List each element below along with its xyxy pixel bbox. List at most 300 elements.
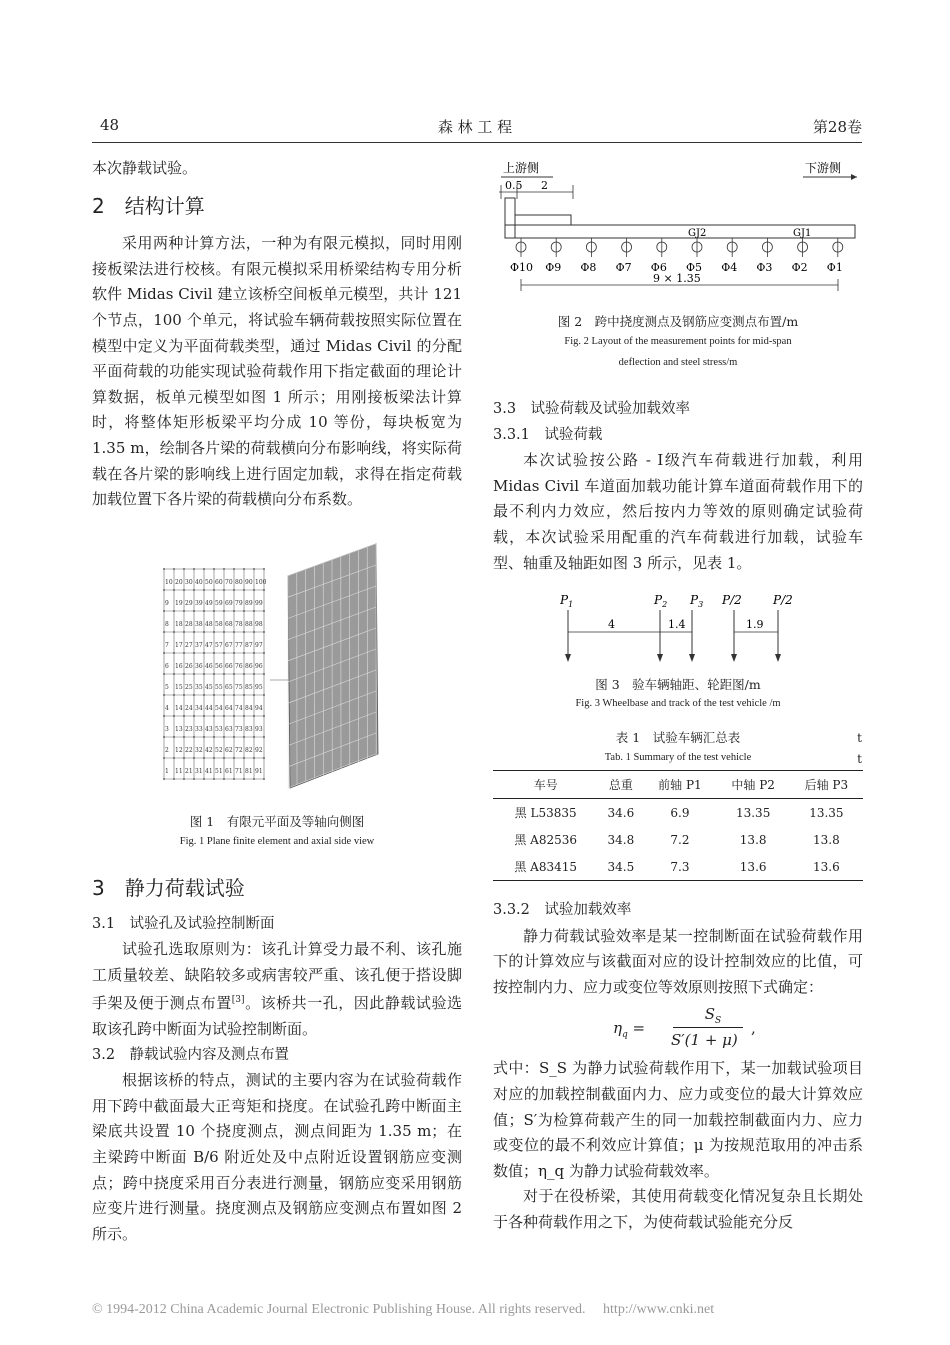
mesh-node-label: 74: [235, 705, 243, 712]
mesh-node: [173, 673, 175, 675]
table-cell: 黑 L53835: [514, 806, 577, 820]
figure-2-caption-en-1: Fig. 2 Layout of the measurement points for mid-span: [564, 336, 792, 347]
mesh-node: [163, 736, 165, 738]
mesh-node-label: 55: [215, 684, 223, 691]
mesh-node: [243, 736, 245, 738]
mesh-node: [233, 652, 235, 654]
table-1-title-en: Tab. 1 Summary of the test vehicle: [604, 752, 752, 763]
mesh-node: [203, 589, 205, 591]
mesh-node: [203, 736, 205, 738]
mesh-node: [243, 589, 245, 591]
mesh-node: [213, 757, 215, 759]
mesh-node: [213, 631, 215, 633]
mesh-node: [263, 694, 265, 696]
mesh-node-label: 87: [245, 642, 253, 649]
mesh-node-label: 73: [235, 726, 243, 733]
mesh-node: [253, 631, 255, 633]
mesh-node-label: 32: [195, 747, 203, 754]
arrowhead: [657, 654, 663, 662]
mesh-node-label: 72: [235, 747, 243, 754]
mesh-node-label: 8: [165, 621, 169, 628]
mesh-node: [243, 610, 245, 612]
mesh-node-label: 77: [235, 642, 243, 649]
mesh-node: [263, 589, 265, 591]
mesh-node-label: 15: [175, 684, 183, 691]
mesh-node: [163, 715, 165, 717]
sidewalk: [515, 215, 571, 225]
mesh-node-label: 46: [205, 663, 213, 670]
mesh-node-label: 50: [205, 579, 213, 586]
mesh-node-label: 94: [255, 705, 263, 712]
mesh-node: [223, 673, 225, 675]
formula-explanation: 式中：S_S 为静力试验荷载作用下，某一加载试验项目对应的加载控制截面内力、应力或变位的最大计算效应值；S′为检算荷载产生的同一加载控制截面内力、应力或变位的最不利效应计算值；μ 为按规范取用的冲击系数值；η_q 为静力试验荷载效率。: [493, 1059, 863, 1180]
mesh-node: [213, 610, 215, 612]
mesh-node: [253, 715, 255, 717]
wheel-half-load-left: P/2: [722, 593, 742, 607]
mesh-node-label: 44: [205, 705, 213, 712]
arrowhead: [775, 654, 781, 662]
mesh-node-label: 3: [165, 726, 169, 733]
mesh-node: [233, 610, 235, 612]
mesh-node-label: 99: [255, 600, 263, 607]
mesh-node: [223, 694, 225, 696]
mesh-node-label: 45: [205, 684, 213, 691]
mesh-node: [173, 631, 175, 633]
section-3-3-1-paragraph: 本次试验按公路 - Ⅰ级汽车荷载进行加载，利用 Midas Civil 车道面加载功能计算车道面荷载作用下的最不利内力效应，然后按内力等效的原则确定试验荷载，本次试验采用配重的汽车荷载进行加载，试验车型、轴重及轴距如图 3 所示，见表 1。: [493, 451, 863, 572]
mesh-node-label: 2: [165, 747, 169, 754]
mesh-node: [183, 568, 185, 570]
mesh-node-label: 83: [245, 726, 253, 733]
table-cell: 13.6: [717, 853, 790, 881]
axle-p1-label: $P_1$: [560, 593, 574, 609]
axial-side-view: [268, 536, 386, 791]
mesh-node: [173, 757, 175, 759]
mesh-node: [173, 589, 175, 591]
dim-0-5: 0.5: [505, 179, 523, 192]
mesh-node-label: 18: [175, 621, 183, 628]
mesh-node-label: 19: [175, 600, 183, 607]
mesh-node: [213, 736, 215, 738]
section-3-2-paragraph: 根据该桥的特点，测试的主要内容为在试验荷载作用下跨中截面最大正弯矩和挠度。在试验孔跨中断面主梁底共设置 10 个挠度测点，测点间距为 1.35 m；在主梁跨中断面 B/6 附近处及中点附近设置钢筋应变测点；跨中挠度采用百分表进行测量，钢筋应变采用钢筋应变片进行测量。挠度测点及钢筋应变测点布置如图 2 所示。: [92, 1071, 462, 1243]
figure-2-caption: 图 2 跨中挠度测点及钢筋应变测点布置/m: [557, 314, 799, 329]
section-3-heading: 3 静力荷载试验: [92, 876, 245, 900]
section-2-heading: 2 结构计算: [92, 193, 205, 218]
mesh-node-label: 63: [225, 726, 233, 733]
mesh-node-label: 48: [205, 621, 213, 628]
mesh-node-label: 34: [195, 705, 203, 712]
mesh-node: [253, 694, 255, 696]
mesh-node: [183, 778, 185, 780]
table-cell: 34.8: [607, 832, 635, 847]
mesh-node: [243, 694, 245, 696]
figure-2-measurement-layout: [493, 155, 863, 300]
mesh-node: [183, 694, 185, 696]
mesh-node-label: 7: [165, 642, 169, 649]
mesh-node-label: 98: [255, 621, 263, 628]
mesh-node: [193, 631, 195, 633]
mesh-node: [223, 778, 225, 780]
mesh-node-label: 58: [215, 621, 223, 628]
mesh-node-label: 89: [245, 600, 253, 607]
table-cell: 34.5: [598, 853, 643, 881]
mesh-node-label: 91: [255, 768, 263, 775]
mesh-node-label: 95: [255, 684, 263, 691]
deflection-point-label: Φ9: [545, 261, 562, 274]
mesh-node: [203, 757, 205, 759]
mesh-node-label: 20: [175, 579, 183, 586]
mesh-node: [173, 778, 175, 780]
mesh-node-label: 31: [195, 768, 203, 775]
mesh-node-label: 80: [235, 579, 243, 586]
mesh-node: [163, 631, 165, 633]
mesh-node-label: 25: [185, 684, 193, 691]
table-cell: 13.6: [790, 853, 863, 881]
mesh-node: [183, 673, 185, 675]
mesh-node: [193, 610, 195, 612]
mesh-node-label: 28: [185, 621, 193, 628]
mesh-node-label: 66: [225, 663, 233, 670]
table-cell: 34.6: [607, 805, 635, 820]
mesh-node: [163, 694, 165, 696]
mesh-node: [203, 610, 205, 612]
mesh-node: [183, 610, 185, 612]
mesh-node: [243, 652, 245, 654]
mesh-node-label: 5: [165, 684, 169, 691]
wheelbase-1-4: 1.4: [668, 618, 686, 631]
mesh-node: [213, 589, 215, 591]
mesh-node: [173, 652, 175, 654]
mesh-node: [223, 631, 225, 633]
downstream-label: 下游侧: [805, 161, 842, 175]
col-middle: 中轴 P2: [717, 771, 790, 799]
section-3-1-heading: 3.1 试验孔及试验控制断面: [92, 915, 275, 932]
volume-label: 第28卷: [812, 118, 862, 136]
deflection-point-label: Φ6: [650, 261, 667, 274]
figure-3-caption: 图 3 验车辆轴距、轮距图/m: [595, 677, 761, 692]
mesh-node-label: 76: [235, 663, 243, 670]
deflection-point-label: Φ4: [721, 261, 738, 274]
section-3-3-heading: 3.3 试验荷载及试验加载效率: [493, 401, 691, 417]
mesh-node: [193, 715, 195, 717]
axle-p2-label: $P_2$: [654, 593, 668, 609]
mesh-node-label: 78: [235, 621, 243, 628]
mesh-node: [263, 652, 265, 654]
mesh-node-label: 52: [215, 747, 223, 754]
table-header-row: [493, 771, 863, 799]
mesh-node-label: 14: [175, 705, 183, 712]
mesh-node: [263, 715, 265, 717]
mesh-node-label: 57: [215, 642, 223, 649]
mesh-node: [213, 715, 215, 717]
mesh-node-label: 21: [185, 768, 193, 775]
arrowhead: [731, 654, 737, 662]
mesh-node: [243, 715, 245, 717]
formula-denominator: S′(1 + μ): [671, 1031, 738, 1050]
mesh-node: [243, 673, 245, 675]
mesh-node: [193, 589, 195, 591]
mesh-node-label: 4: [165, 705, 169, 712]
mesh-node: [263, 610, 265, 612]
mesh-node-label: 43: [205, 726, 213, 733]
mesh-node: [163, 568, 165, 570]
mesh-node: [263, 757, 265, 759]
table-cell: 13.35: [809, 805, 844, 820]
curb: [505, 198, 515, 238]
mesh-node: [203, 778, 205, 780]
mesh-node: [183, 757, 185, 759]
mesh-node: [193, 694, 195, 696]
deflection-point-label: Φ3: [756, 261, 773, 274]
mesh-node: [163, 610, 165, 612]
section-3-3-2-heading: 3.3.2 试验加载效率: [493, 902, 632, 918]
section-2-paragraph: 采用两种计算方法，一种为有限元模拟，同时用刚接板梁法进行校核。有限元模拟采用桥梁结构专用分析软件 Midas Civil 建立该桥空间板单元模型，共计 121 个节点，100 个单元，将试验车辆荷载按照实际位置在模型中定义为平面荷载类型，通过 Midas Civil 的分配平面荷载的功能实现试验荷载作用下指定截面的理论计算数据，板单元模型如图 1 所示；用刚接板梁法计算时，将整体矩形板梁平均分成 10 等份，每块板宽为 1.35 m，绘制各片梁的荷载横向分布影响线，将实际荷载在各片梁的影响线上进行固定加载，求得在指定荷载加载位置下各片梁的荷载横向分布系数。: [92, 234, 462, 509]
mesh-node: [193, 757, 195, 759]
mesh-node-label: 54: [215, 705, 223, 712]
mesh-node-label: 16: [175, 663, 183, 670]
mesh-node-label: 39: [195, 600, 203, 607]
figure-1-axial-view: [268, 536, 386, 791]
mesh-node: [253, 610, 255, 612]
mesh-node-label: 37: [195, 642, 203, 649]
mesh-node-label: 1: [165, 768, 169, 775]
mesh-node: [193, 778, 195, 780]
mesh-node-label: 26: [185, 663, 193, 670]
mesh-node: [213, 568, 215, 570]
formula-comma: ,: [751, 1019, 756, 1038]
mesh-node: [173, 568, 175, 570]
gj2-label: GJ2: [688, 228, 707, 239]
deflection-point-label: Φ2: [791, 261, 808, 274]
formula-lhs: $\eta_q$ =: [613, 1019, 646, 1041]
page-number: 48: [100, 116, 120, 134]
mesh-node-label: 93: [255, 726, 263, 733]
left-column-top: [92, 156, 462, 513]
dim-2: 2: [541, 179, 548, 192]
table-cell: 13.35: [735, 805, 771, 820]
mesh-node-label: 100: [255, 579, 267, 586]
figure-3-axle-diagram: [560, 590, 840, 665]
mesh-node-label: 24: [185, 705, 193, 712]
mesh-node: [213, 652, 215, 654]
mesh-node: [253, 736, 255, 738]
mesh-node-label: 53: [215, 726, 223, 733]
mesh-node-label: 96: [255, 663, 263, 670]
mesh-node-label: 22: [185, 747, 193, 754]
mesh-node-label: 65: [225, 684, 233, 691]
deflection-point-label: Φ10: [510, 261, 534, 274]
mesh-node: [233, 631, 235, 633]
track-1-9: 1.9: [746, 618, 764, 631]
mesh-node: [233, 757, 235, 759]
gj1-label: GJ1: [793, 228, 812, 239]
mesh-node: [233, 694, 235, 696]
table-cell: 黑 A82536: [514, 833, 578, 847]
figure-1-caption-en: Fig. 1 Plane finite element and axial side view: [179, 836, 375, 847]
mesh-node-label: 47: [205, 642, 213, 649]
copyright-footer: © 1994-2012 China Academic Journal Electronic Publishing House. All rights reserved. http://www.cnki.net: [92, 1302, 715, 1317]
right-column-bottom: [493, 898, 863, 1236]
mesh-node: [213, 673, 215, 675]
mesh-node-label: 67: [225, 642, 233, 649]
table-unit-2: t: [857, 752, 862, 766]
mesh-node: [233, 673, 235, 675]
mesh-node-label: 88: [245, 621, 253, 628]
mesh-node: [233, 778, 235, 780]
downstream-arrowhead: [851, 174, 857, 180]
table-row: [493, 826, 863, 853]
mesh-node: [233, 589, 235, 591]
right-column-top: [493, 397, 863, 576]
deflection-point-label: Φ8: [580, 261, 597, 274]
mesh-node: [233, 568, 235, 570]
table-1-title: 表 1 试验车辆汇总表: [615, 730, 741, 745]
col-vehicle: 车号: [493, 771, 598, 799]
formula-efficiency: [493, 1000, 863, 1056]
mesh-node-label: 29: [185, 600, 193, 607]
mesh-node-label: 12: [175, 747, 183, 754]
mesh-node: [263, 673, 265, 675]
mesh-node-label: 10: [165, 579, 173, 586]
mesh-node-label: 84: [245, 705, 253, 712]
figure-3-caption-en: Fig. 3 Wheelbase and track of the test vehicle /m: [575, 698, 781, 709]
table-unit-1: t: [857, 731, 862, 745]
mesh-node-label: 6: [165, 663, 169, 670]
table-row: [493, 853, 863, 881]
mesh-node: [203, 652, 205, 654]
mesh-node-label: 92: [255, 747, 263, 754]
mesh-node-label: 33: [195, 726, 203, 733]
wheel-half-load-right: P/2: [773, 593, 793, 607]
mesh-node: [243, 757, 245, 759]
deflection-points: [510, 238, 843, 274]
mesh-node: [213, 694, 215, 696]
mesh-node: [173, 715, 175, 717]
mesh-node-label: 9: [165, 600, 169, 607]
mesh-node-label: 40: [195, 579, 203, 586]
mesh-node-label: 23: [185, 726, 193, 733]
mesh-node-label: 17: [175, 642, 183, 649]
mesh-node-label: 68: [225, 621, 233, 628]
mesh-node-label: 90: [245, 579, 253, 586]
mesh-node: [183, 736, 185, 738]
mesh-node: [203, 673, 205, 675]
axle-p3-label: $P_3$: [690, 593, 704, 609]
mesh-node: [213, 778, 215, 780]
section-3-3-2-paragraph: 静力荷载试验效率是某一控制断面在试验荷载作用下的计算效应与该截面对应的设计控制效应的比值，可按控制内力、应力或变位等效原则按照下式确定：: [493, 926, 863, 996]
mesh-node-label: 38: [195, 621, 203, 628]
arrowhead: [565, 654, 571, 662]
col-rear: 后轴 P3: [790, 771, 863, 799]
header-rule: [92, 142, 862, 143]
deflection-point-label: Φ5: [686, 261, 703, 274]
table-1: [493, 770, 863, 881]
mesh-node: [203, 631, 205, 633]
mesh-node-label: 86: [245, 663, 253, 670]
mesh-node-label: 51: [215, 768, 223, 775]
mesh-node: [173, 610, 175, 612]
mesh-node: [253, 568, 255, 570]
mesh-node-label: 69: [225, 600, 233, 607]
mesh-node-label: 97: [255, 642, 263, 649]
mesh-node: [163, 778, 165, 780]
mesh-node-label: 61: [225, 768, 233, 775]
mesh-node: [193, 652, 195, 654]
mesh-node: [173, 736, 175, 738]
deflection-point-label: Φ7: [615, 261, 632, 274]
mesh-node-label: 27: [185, 642, 193, 649]
mesh-node-label: 75: [235, 684, 243, 691]
citation-3: [3]: [231, 995, 245, 1006]
col-front: 前轴 P1: [643, 771, 716, 799]
mesh-node: [183, 715, 185, 717]
mesh-node: [183, 589, 185, 591]
mesh-node: [223, 610, 225, 612]
col-total: 总重: [598, 771, 643, 799]
mesh-node: [253, 673, 255, 675]
table-cell: 13.8: [813, 832, 840, 847]
upstream-label: 上游侧: [503, 161, 540, 175]
mesh-node: [163, 652, 165, 654]
mesh-node: [223, 589, 225, 591]
table-cell: 7.3: [643, 853, 716, 881]
mesh-node: [223, 736, 225, 738]
figure-2-caption-en-2: deflection and steel stress/m: [618, 357, 738, 368]
intro-line: 本次静载试验。: [92, 159, 198, 177]
mesh-node: [253, 778, 255, 780]
mesh-node: [233, 715, 235, 717]
mesh-node-label: 62: [225, 747, 233, 754]
mesh-node-label: 30: [185, 579, 193, 586]
mesh-node: [253, 652, 255, 654]
mesh-node: [203, 694, 205, 696]
mesh-node: [263, 736, 265, 738]
mesh-node: [223, 652, 225, 654]
mesh-node: [193, 673, 195, 675]
mesh-node-label: 36: [195, 663, 203, 670]
deflection-point-label: Φ1: [826, 261, 843, 274]
section-3-3-1-heading: 3.3.1 试验荷载: [493, 426, 603, 443]
mesh-node-label: 35: [195, 684, 203, 691]
mesh-node: [253, 589, 255, 591]
section-3-1-paragraph: 试验孔选取原则为：该孔计算受力最不利、该孔施工质量较差、缺陷较多或病害较严重、该孔便于搭设脚手架及便于测点布置[3]。该桥共一孔，因此静载试验选取该孔跨中断面为试验控制断面。: [92, 940, 462, 1038]
table-cell: 13.8: [739, 832, 767, 847]
mesh-node-label: 64: [225, 705, 233, 712]
mesh-node: [263, 778, 265, 780]
left-column-bottom: [92, 876, 462, 1247]
table-cell: 7.2: [670, 832, 690, 847]
mesh-node: [183, 631, 185, 633]
mesh-node: [163, 757, 165, 759]
mesh-node: [253, 757, 255, 759]
wheelbase-4: 4: [608, 618, 615, 631]
mesh-node-label: 70: [225, 579, 233, 586]
mesh-node: [233, 736, 235, 738]
mesh-node: [223, 568, 225, 570]
mesh-node-label: 82: [245, 747, 253, 754]
mesh-node-label: 41: [205, 768, 213, 775]
mesh-node-label: 56: [215, 663, 223, 670]
mesh-node: [203, 715, 205, 717]
mesh-node-label: 79: [235, 600, 243, 607]
mesh-node: [263, 568, 265, 570]
mesh-node: [163, 589, 165, 591]
mesh-node-label: 13: [175, 726, 183, 733]
figure-1-caption: 图 1 有限元平面及等轴向侧图: [189, 814, 365, 829]
mesh-node: [163, 673, 165, 675]
table-row: [493, 799, 863, 827]
mesh-node: [193, 568, 195, 570]
mesh-node-label: 71: [235, 768, 243, 775]
